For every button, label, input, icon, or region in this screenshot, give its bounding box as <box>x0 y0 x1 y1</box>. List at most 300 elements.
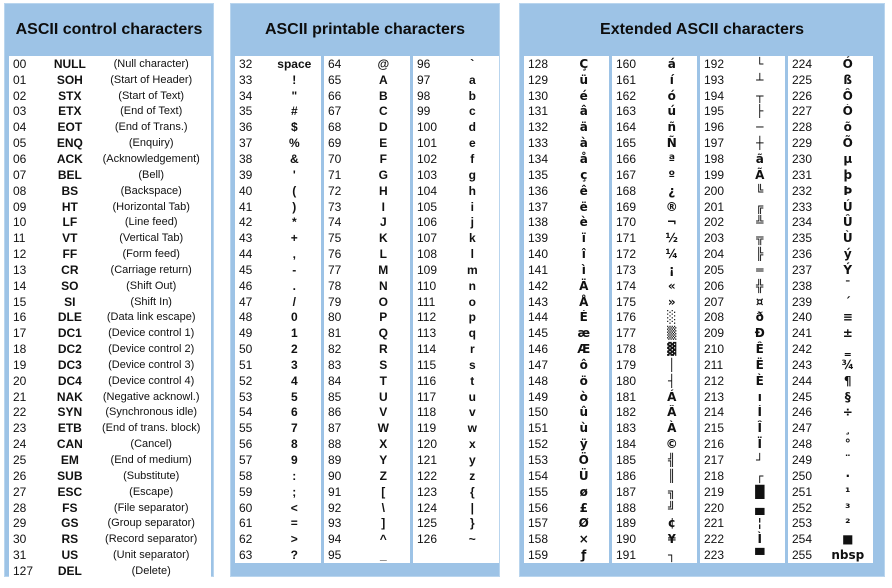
printable-character: Q <box>378 326 388 341</box>
extended-code: 247 <box>792 421 813 436</box>
printable-code: 104 <box>417 183 438 198</box>
control-code: 12 <box>13 247 27 262</box>
printable-code: 126 <box>417 532 438 547</box>
control-code: 01 <box>13 72 27 87</box>
extended-row <box>612 56 697 72</box>
printable-row <box>324 341 410 357</box>
control-code: 26 <box>13 468 27 483</box>
printable-character: 8 <box>290 437 298 452</box>
extended-character: ô <box>579 357 588 372</box>
extended-character: ┐ <box>668 548 676 563</box>
extended-code: 190 <box>616 532 637 547</box>
control-abbreviation: ENQ <box>56 136 83 151</box>
printable-character: w <box>467 421 477 436</box>
extended-row <box>524 199 609 215</box>
printable-row <box>324 420 410 436</box>
extended-row <box>788 167 873 183</box>
printable-character: R <box>378 342 388 357</box>
extended-character: ´ <box>844 294 851 309</box>
printable-character: ] <box>381 516 386 531</box>
printable-code: 77 <box>328 262 342 277</box>
extended-row <box>524 230 609 246</box>
control-code: 21 <box>13 389 27 404</box>
printable-row <box>324 500 410 516</box>
extended-character: Ð <box>754 326 765 341</box>
extended-character: ° <box>844 437 851 452</box>
extended-row <box>700 547 785 563</box>
extended-code: 152 <box>528 437 549 452</box>
extended-row <box>788 135 873 151</box>
extended-character: ³ <box>845 500 851 515</box>
printable-row <box>324 56 410 72</box>
extended-row <box>700 357 785 373</box>
printable-code: 66 <box>328 88 342 103</box>
extended-code: 139 <box>528 231 549 246</box>
printable-row <box>235 468 321 484</box>
control-code: 06 <box>13 151 27 166</box>
control-abbreviation: BS <box>61 183 79 198</box>
extended-code: 243 <box>792 357 813 372</box>
extended-code: 153 <box>528 453 549 468</box>
extended-row <box>524 341 609 357</box>
printable-code: 92 <box>328 500 342 515</box>
extended-character: × <box>578 532 589 547</box>
extended-character: ▀ <box>755 548 765 563</box>
printable-code: 56 <box>239 437 253 452</box>
extended-character: ¦ <box>757 516 762 531</box>
extended-code: 165 <box>616 136 637 151</box>
control-description: (Start of Text) <box>118 89 185 102</box>
extended-character: ã <box>755 151 764 166</box>
control-abbreviation: LF <box>62 215 78 230</box>
extended-row <box>612 405 697 421</box>
extended-code: 211 <box>704 357 724 372</box>
control-abbreviation: ETX <box>58 104 82 119</box>
extended-character: ╔ <box>756 199 764 214</box>
printable-character: b <box>468 88 476 103</box>
printable-code: 115 <box>417 357 437 372</box>
printable-row <box>413 436 499 452</box>
extended-character: ¹ <box>845 484 851 499</box>
extended-row <box>612 119 697 135</box>
extended-row <box>524 325 609 341</box>
printable-character: } <box>469 516 475 531</box>
extended-code: 135 <box>528 167 549 182</box>
printable-row <box>413 294 499 310</box>
extended-row <box>524 389 609 405</box>
extended-code: 234 <box>792 215 813 230</box>
extended-character: ñ <box>667 120 677 135</box>
printable-character: ) <box>292 199 297 214</box>
extended-row <box>524 104 609 120</box>
extended-character: ¯ <box>844 278 851 293</box>
control-abbreviation: SYN <box>57 405 83 420</box>
printable-row <box>413 500 499 516</box>
extended-row <box>612 246 697 262</box>
extended-code: 231 <box>792 167 813 182</box>
extended-code: 235 <box>792 231 813 246</box>
printable-row <box>413 357 499 373</box>
extended-code: 196 <box>704 120 725 135</box>
printable-row <box>235 151 321 167</box>
extended-character: Ò <box>842 104 853 119</box>
extended-code: 168 <box>616 183 637 198</box>
extended-row <box>700 325 785 341</box>
printable-code: 116 <box>417 373 437 388</box>
printable-row <box>324 531 410 547</box>
extended-row <box>524 214 609 230</box>
printable-row <box>324 72 410 88</box>
control-description: (Carriage return) <box>110 263 192 276</box>
printable-row <box>235 420 321 436</box>
extended-row <box>524 500 609 516</box>
printable-character: / <box>292 294 296 309</box>
control-row <box>9 199 211 215</box>
extended-code: 186 <box>616 468 637 483</box>
extended-character: Î <box>757 421 762 436</box>
printable-character: 0 <box>290 310 298 325</box>
printable-code: 52 <box>239 373 253 388</box>
control-row <box>9 515 211 531</box>
extended-code: 179 <box>616 357 637 372</box>
extended-character: Ø <box>578 516 589 531</box>
printable-row <box>235 373 321 389</box>
control-abbreviation: DC3 <box>57 357 82 372</box>
control-description: (End of medium) <box>110 454 192 467</box>
printable-row <box>324 357 410 373</box>
extended-row <box>788 484 873 500</box>
printable-character: : <box>292 468 297 483</box>
control-abbreviation: RS <box>61 532 79 547</box>
extended-row <box>612 547 697 563</box>
extended-panel-title: Extended ASCII characters <box>600 21 804 38</box>
extended-character: Ú <box>842 199 853 214</box>
control-abbreviation: ACK <box>56 151 83 166</box>
control-description: (Group separator) <box>107 517 195 530</box>
control-abbreviation: FF <box>62 247 78 262</box>
printable-row <box>413 119 499 135</box>
printable-character: , <box>292 247 296 262</box>
extended-code: 148 <box>528 373 549 388</box>
extended-character: Å <box>579 294 589 309</box>
extended-code: 134 <box>528 151 549 166</box>
printable-row <box>235 357 321 373</box>
extended-character: Ã <box>755 167 765 182</box>
printable-code: 65 <box>328 72 342 87</box>
printable-row <box>324 104 410 120</box>
printable-row <box>235 199 321 215</box>
printable-row <box>324 468 410 484</box>
extended-code: 239 <box>792 294 813 309</box>
control-grid <box>9 56 209 579</box>
extended-code: 197 <box>704 136 725 151</box>
extended-code: 157 <box>528 516 549 531</box>
printable-code: 84 <box>328 373 342 388</box>
extended-column <box>788 56 873 563</box>
printable-character: H <box>378 183 388 198</box>
printable-code: 101 <box>417 136 438 151</box>
extended-character: © <box>665 437 678 452</box>
extended-row <box>788 325 873 341</box>
printable-character: $ <box>290 120 298 135</box>
control-code: 23 <box>13 421 27 436</box>
extended-row <box>524 468 609 484</box>
printable-character: W <box>377 421 389 436</box>
extended-code: 154 <box>528 468 549 483</box>
extended-column <box>612 56 697 563</box>
control-row <box>9 104 211 120</box>
printable-code: 86 <box>328 405 342 420</box>
printable-row <box>413 420 499 436</box>
control-description: (Device control 4) <box>108 374 195 387</box>
control-code: 20 <box>13 373 27 388</box>
printable-code: 48 <box>239 310 253 325</box>
extended-row <box>788 405 873 421</box>
extended-row <box>612 167 697 183</box>
control-row <box>9 294 211 310</box>
extended-character: Ó <box>842 56 853 71</box>
printable-character: J <box>379 215 387 230</box>
extended-code: 138 <box>528 215 549 230</box>
control-description: (Backspace) <box>120 184 182 197</box>
printable-character: { <box>469 484 475 499</box>
extended-code: 150 <box>528 405 549 420</box>
extended-row <box>788 310 873 326</box>
extended-row <box>700 167 785 183</box>
extended-code: 222 <box>704 532 725 547</box>
control-code: 10 <box>13 215 27 230</box>
extended-code: 182 <box>616 405 637 420</box>
control-description: (Substitute) <box>123 469 180 482</box>
extended-character: ý <box>843 247 852 262</box>
control-description: (Device control 1) <box>108 327 195 340</box>
printable-row <box>235 436 321 452</box>
extended-row <box>524 405 609 421</box>
extended-character: ê <box>579 183 588 198</box>
extended-code: 250 <box>792 468 813 483</box>
extended-code: 151 <box>528 421 549 436</box>
extended-code: 145 <box>528 326 549 341</box>
extended-row <box>788 214 873 230</box>
printable-character: ' <box>292 167 296 182</box>
extended-code: 213 <box>704 389 725 404</box>
printable-code: 63 <box>239 548 253 563</box>
control-description: (Record separator) <box>105 533 198 546</box>
control-code: 31 <box>13 548 27 563</box>
extended-row <box>788 88 873 104</box>
control-abbreviation: GS <box>61 516 79 531</box>
printable-character: < <box>290 500 298 515</box>
control-code: 22 <box>13 405 27 420</box>
control-row <box>9 405 211 421</box>
extended-row <box>788 389 873 405</box>
printable-code: 89 <box>328 453 342 468</box>
extended-row <box>524 531 609 547</box>
printable-character: S <box>379 357 388 372</box>
extended-character: ┬ <box>756 88 764 103</box>
extended-code: 240 <box>792 310 813 325</box>
extended-row <box>700 515 785 531</box>
printable-code: 100 <box>417 120 438 135</box>
extended-row <box>612 183 697 199</box>
printable-row <box>235 119 321 135</box>
printable-code: 71 <box>328 167 342 182</box>
control-code: 24 <box>13 437 27 452</box>
printable-code: 82 <box>328 342 342 357</box>
printable-code: 88 <box>328 437 342 452</box>
extended-row <box>612 452 697 468</box>
extended-row <box>524 310 609 326</box>
printable-row <box>324 119 410 135</box>
printable-row <box>235 531 321 547</box>
printable-character: 6 <box>290 405 298 420</box>
printable-code: 99 <box>417 104 431 119</box>
extended-row <box>700 484 785 500</box>
extended-row <box>612 199 697 215</box>
printable-code: 106 <box>417 215 438 230</box>
extended-code: 175 <box>616 294 637 309</box>
extended-row <box>788 373 873 389</box>
extended-code: 158 <box>528 532 549 547</box>
control-code: 18 <box>13 342 27 357</box>
printable-character: ! <box>292 72 297 87</box>
extended-row <box>788 294 873 310</box>
printable-character: - <box>292 262 297 277</box>
control-code: 02 <box>13 88 27 103</box>
extended-character: ½ <box>665 231 678 246</box>
printable-character: e <box>468 136 476 151</box>
extended-code: 246 <box>792 405 813 420</box>
printable-code: 62 <box>239 532 253 547</box>
control-panel-title: ASCII control characters <box>15 21 203 38</box>
printable-row <box>413 104 499 120</box>
extended-character: ä <box>579 120 588 135</box>
printable-code: 45 <box>239 262 253 277</box>
extended-character: ╩ <box>756 215 764 230</box>
control-row <box>9 341 211 357</box>
extended-character: Þ <box>843 183 853 198</box>
printable-character: X <box>379 437 388 452</box>
extended-row <box>524 183 609 199</box>
control-abbreviation: BEL <box>57 167 82 182</box>
control-row <box>9 88 211 104</box>
extended-character: Á <box>667 389 677 404</box>
printable-code: 103 <box>417 167 438 182</box>
extended-character: ▓ <box>667 342 677 357</box>
printable-character: Z <box>379 468 387 483</box>
printable-row <box>324 151 410 167</box>
extended-code: 164 <box>616 120 637 135</box>
printable-character: [ <box>381 484 386 499</box>
printable-code: 68 <box>328 120 342 135</box>
extended-row <box>612 151 697 167</box>
extended-code: 242 <box>792 342 813 357</box>
printable-code: 58 <box>239 468 253 483</box>
printable-character: M <box>378 262 389 277</box>
extended-row <box>612 294 697 310</box>
extended-code: 227 <box>792 104 813 119</box>
extended-character: µ <box>843 151 853 166</box>
extended-character: À <box>667 421 677 436</box>
printable-character: E <box>379 136 388 151</box>
extended-code: 245 <box>792 389 813 404</box>
printable-row <box>235 214 321 230</box>
extended-character: ß <box>843 72 853 87</box>
extended-row <box>524 484 609 500</box>
extended-character: õ <box>843 120 852 135</box>
printable-code: 49 <box>239 326 253 341</box>
extended-code: 249 <box>792 453 813 468</box>
control-description: (Device control 2) <box>108 343 195 356</box>
control-abbreviation: DEL <box>57 563 82 578</box>
extended-code: 255 <box>792 548 813 563</box>
printable-row <box>235 278 321 294</box>
extended-character: ≡ <box>842 310 853 325</box>
extended-character: ø <box>579 484 588 499</box>
printable-row <box>235 183 321 199</box>
printable-code: 85 <box>328 389 342 404</box>
control-code: 25 <box>13 453 27 468</box>
extended-character: ü <box>579 72 589 87</box>
control-column <box>9 56 211 579</box>
printable-character: U <box>378 389 388 404</box>
control-description: (Line feed) <box>124 216 178 229</box>
printable-row <box>235 500 321 516</box>
extended-code: 253 <box>792 516 813 531</box>
printable-code: 78 <box>328 278 342 293</box>
printable-character: % <box>288 136 300 151</box>
control-code: 127 <box>13 563 34 578</box>
printable-code: 44 <box>239 247 253 262</box>
printable-row <box>235 341 321 357</box>
extended-code: 241 <box>792 326 813 341</box>
control-row <box>9 56 211 72</box>
printable-character: * <box>291 215 297 230</box>
extended-character: ═ <box>756 262 764 277</box>
printable-row <box>413 341 499 357</box>
printable-code: 90 <box>328 468 342 483</box>
control-description: (Negative acknowl.) <box>102 390 200 403</box>
printable-character: L <box>379 247 387 262</box>
printable-character: a <box>468 72 476 87</box>
control-abbreviation: DC1 <box>57 326 82 341</box>
control-code: 19 <box>13 357 27 372</box>
printable-code: 61 <box>239 516 253 531</box>
printable-row <box>235 56 321 72</box>
control-row <box>9 119 211 135</box>
printable-character: Y <box>379 453 388 468</box>
extended-code: 210 <box>704 342 725 357</box>
printable-code: 125 <box>417 516 438 531</box>
printable-code: 32 <box>239 56 253 71</box>
printable-row <box>235 310 321 326</box>
control-row <box>9 230 211 246</box>
extended-row <box>612 420 697 436</box>
printable-character: ` <box>470 56 475 71</box>
extended-code: 204 <box>704 247 725 262</box>
printable-character: 9 <box>290 453 298 468</box>
printable-row <box>235 325 321 341</box>
printable-character: l <box>470 247 474 262</box>
extended-character: Û <box>842 215 853 230</box>
extended-code: 155 <box>528 484 549 499</box>
printable-character: @ <box>377 56 390 71</box>
extended-code: 251 <box>792 484 813 499</box>
printable-code: 54 <box>239 405 253 420</box>
control-abbreviation: CAN <box>56 437 83 452</box>
extended-row <box>612 484 697 500</box>
control-row <box>9 214 211 230</box>
